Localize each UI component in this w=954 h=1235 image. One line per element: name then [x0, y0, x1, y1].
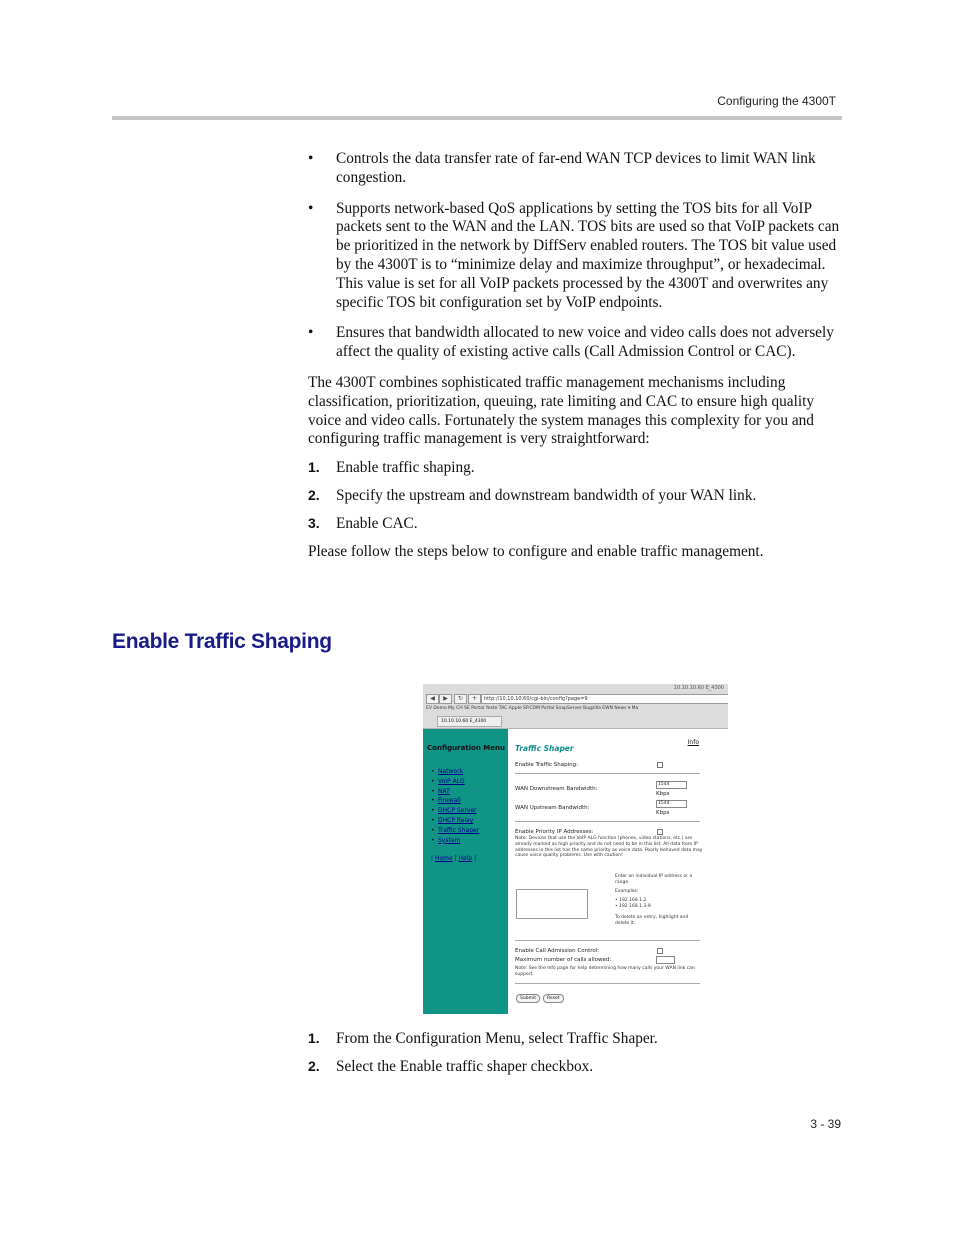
sidebar-item-nat: • NAT — [431, 787, 479, 797]
example-1: • 192.168.1.2 — [615, 898, 647, 903]
cac-note: Note: See the Info page for help determining how many calls your WAN link can support. — [515, 966, 695, 977]
submit-button: Submit — [516, 994, 540, 1003]
intro-paragraph: The 4300T combines sophisticated traffic management mechanisms including classification, prioritization, queuing, rate limiting and CAC to ensure high quality voice and video calls. Fortunately the system manages this complexity for you and configuring traffic management is very straightforward: — [308, 373, 814, 448]
reload-icon: ↻ — [454, 694, 467, 704]
section-heading: Enable Traffic Shaping — [112, 630, 332, 653]
forward-icon: ▶ — [439, 694, 452, 704]
traffic-shaper-screenshot — [423, 684, 728, 1014]
overview-step: 3. Enable CAC. — [308, 514, 418, 532]
overview-step: 1. Enable traffic shaping. — [308, 459, 475, 477]
enable-shaping-label: Enable Traffic Shaping: — [515, 762, 578, 768]
priority-label: Enable Priority IP Addresses: — [515, 829, 594, 835]
entry-hint: Enter an individual IP address or a range. — [615, 874, 693, 885]
page-number: 3 - 39 — [810, 1117, 841, 1131]
sidebar-heading: Configuration Menu — [427, 744, 505, 752]
delete-hint: To delete an entry, highlight and delete it. — [615, 915, 689, 926]
upstream-unit: Kbps — [656, 810, 670, 816]
body-text — [308, 150, 842, 571]
bullet-text: Controls the data transfer rate of far-end WAN TCP devices to limit WAN link congestion. — [336, 150, 816, 186]
sidebar-item-network: • Network — [431, 767, 479, 777]
divider — [515, 821, 700, 822]
sidebar-item-dhcp-server: • DHCP Server — [431, 806, 479, 816]
config-sidebar — [423, 729, 508, 1014]
home-link: Home — [434, 855, 453, 862]
overview-step: 2. Specify the upstream and downstream bandwidth of your WAN link. — [308, 486, 757, 504]
sidebar-menu — [431, 767, 479, 845]
divider — [515, 983, 700, 984]
example-2: • 192.168.1.3-9 — [615, 904, 651, 909]
traffic-shaper-form — [511, 729, 726, 1014]
priority-note: Note: Devices that use the VoIP ALG function (phones, video stations, etc.) are already marked as high priority and do not need to be in this list. All data from IP addresses in this list has the same priority as voice data. Poorly behaved data may cause voice quality problems. Use with caution! — [515, 836, 703, 859]
browser-tab: 10.10.10.60 E_4300 — [437, 716, 502, 727]
bullet-text: Supports network-based QoS applications by setting the TOS bits for all VoIP packets sent to the WAN and the LAN. TOS bits are used so that VoIP packets can be prioritized in the network by DiffServ enabled routers. The TOS bit value used by the 4300T is to “minimize delay and maximize throughput”, or hexadecimal. This value is set for all VoIP packets processed by the 4300T and overwrites any specific TOS bit configuration set by VoIP endpoints. — [336, 199, 840, 311]
sidebar-item-system: • System — [431, 836, 479, 846]
examples-label: Examples: — [615, 889, 639, 894]
divider — [515, 940, 700, 941]
sidebar-item-firewall: • Firewall — [431, 796, 479, 806]
upstream-input: 1544 — [656, 800, 687, 808]
downstream-label: WAN Downstream Bandwidth: — [515, 786, 598, 792]
help-link: Help — [458, 855, 473, 862]
running-header: Configuring the 4300T — [717, 94, 836, 108]
sidebar-item-voip-alg: • VoIP ALG — [431, 777, 479, 787]
bullet-item: • Supports network-based QoS applications by setting the TOS bits for all VoIP packets sent to the WAN and the LAN. TOS bits are used so that VoIP packets can be prioritized in the network by DiffServ enabled routers. The TOS bit value used by the 4300T is to “minimize delay and maximize throughput”, or hexadecimal. This value is set for all VoIP packets processed by the 4300T and overwrites any specific TOS bit configuration set by VoIP endpoints. — [308, 199, 840, 311]
downstream-input: 1544 — [656, 781, 687, 789]
add-bookmark-icon: + — [468, 694, 481, 704]
divider — [515, 773, 700, 774]
follow-paragraph: Please follow the steps below to configure and enable traffic management. — [308, 542, 764, 560]
cac-label: Enable Call Admission Control: — [515, 948, 600, 954]
header-rule — [112, 116, 842, 120]
browser-toolbar — [423, 684, 728, 729]
info-link: Info — [687, 739, 699, 746]
downstream-unit: Kbps — [656, 791, 670, 797]
reset-button: Reset — [543, 994, 564, 1003]
form-title: Traffic Shaper — [515, 744, 574, 753]
bullet-text: Ensures that bandwidth allocated to new voice and video calls does not adversely affect the quality of existing active calls (Call Admission Control or CAC). — [336, 324, 834, 361]
priority-ip-list — [516, 889, 588, 919]
procedure-step: 2. Select the Enable traffic shaper checkbox. — [308, 1057, 594, 1075]
url-bar: http://10.10.10.60/cgi-bin/config?page=9 — [481, 694, 728, 704]
sidebar-footer-links: | Home | Help | — [431, 855, 477, 862]
max-calls-input — [656, 956, 675, 964]
max-calls-label: Maximum number of calls allowed: — [515, 957, 612, 963]
bullet-item: • Controls the data transfer rate of far-end WAN TCP devices to limit WAN link congestion. — [308, 150, 816, 186]
bookmarks-bar: EV Demo My CH SE Portal Yeste TAC Apple SP.COM Portal SnapServer Bugzilla EWN News ▾ Ma — [426, 706, 639, 711]
upstream-label: WAN Upstream Bandwidth: — [515, 805, 590, 811]
procedure-steps — [308, 1030, 842, 1086]
sidebar-item-dhcp-relay: • DHCP Relay — [431, 816, 479, 826]
back-icon: ◀ — [426, 694, 439, 704]
priority-checkbox — [657, 829, 663, 835]
enable-shaping-checkbox — [657, 762, 663, 768]
sidebar-item-traffic-shaper: • Traffic Shaper — [431, 826, 479, 836]
procedure-step: 1. From the Configuration Menu, select Traffic Shaper. — [308, 1030, 658, 1047]
cac-checkbox — [657, 948, 663, 954]
window-title: 10.10.10.60 E_4300 — [673, 685, 724, 691]
bullet-item: • Ensures that bandwidth allocated to new voice and video calls does not adversely affect the quality of existing active calls (Call Admission Control or CAC). — [308, 324, 834, 361]
